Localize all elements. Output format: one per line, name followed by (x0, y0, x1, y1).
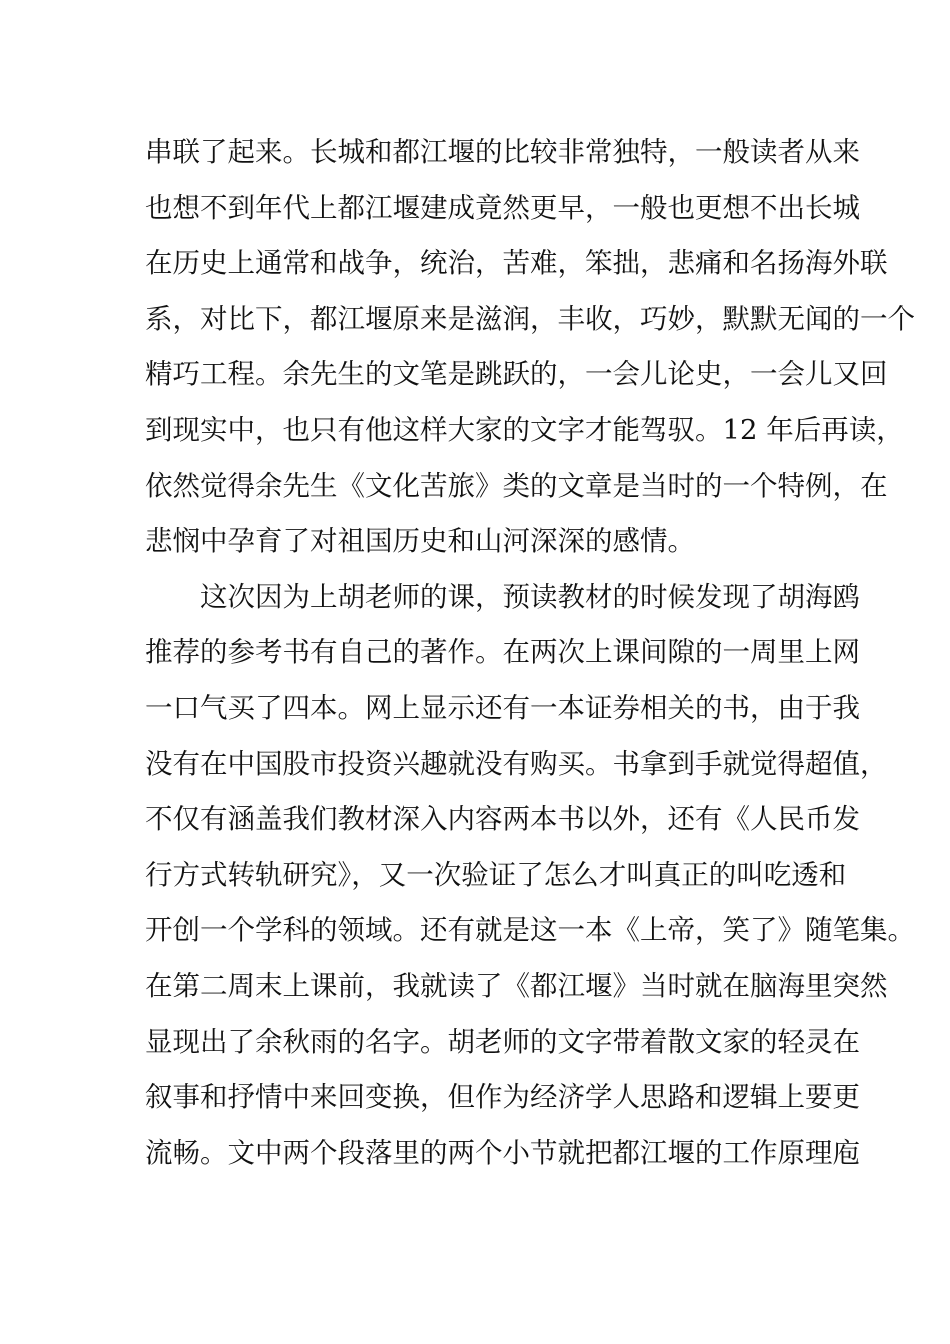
paragraph-2-line: 推荐的参考书有自己的著作。在两次上课间隙的一周里上网 (145, 636, 860, 669)
paragraph-1-line: 在历史上通常和战争，统治，苦难，笨拙，悲痛和名扬海外联 (145, 247, 888, 280)
paragraph-2-line: 在第二周末上课前，我就读了《都江堰》当时就在脑海里突然 (145, 969, 888, 1002)
paragraph-1-line: 依然觉得余先生《文化苦旅》类的文章是当时的一个特例，在 (145, 469, 888, 502)
paragraph-1-line: 串联了起来。长城和都江堰的比较非常独特，一般读者从来 (145, 136, 860, 168)
paragraph-1-line: 精巧工程。余先生的文笔是跳跃的，一会儿论史，一会儿又回 (145, 358, 888, 391)
paragraph-2-line: 这次因为上胡老师的课，预读教材的时候发现了胡海鸥 (200, 580, 860, 613)
paragraph-1-line: 系，对比下，都江堰原来是滋润，丰收，巧妙，默默无闻的一个 (145, 302, 915, 335)
paragraph-2-line: 行方式转轨研究》，又一次验证了怎么才叫真正的叫吃透和 (145, 858, 847, 891)
paragraph-2-line: 不仅有涵盖我们教材深入内容两本书以外，还有《人民币发 (145, 803, 860, 836)
paragraph-2-line: 流畅。文中两个段落里的两个小节就把都江堰的工作原理庖 (145, 1136, 860, 1169)
paragraph-2-line: 叙事和抒情中来回变换，但作为经济学人思路和逻辑上要更 (145, 1081, 860, 1114)
paragraph-2-line: 显现出了余秋雨的名字。胡老师的文字带着散文家的轻灵在 (145, 1025, 860, 1058)
paragraph-2-line: 一口气买了四本。网上显示还有一本证券相关的书，由于我 (145, 691, 860, 724)
paragraph-2-line: 没有在中国股市投资兴趣就没有购买。书拿到手就觉得超值， (145, 747, 888, 780)
paragraph-1-line: 悲悯中孕育了对祖国历史和山河深深的感情。 (145, 525, 695, 558)
paragraph-2-line: 开创一个学科的领域。还有就是这一本《上帝，笑了》随笔集。 (145, 914, 915, 947)
document-body (145, 128, 915, 1184)
paragraph-1-line: 到现实中，也只有他这样大家的文字才能驾驭。12 年后再读， (145, 413, 904, 446)
paragraph-1-line: 也想不到年代上都江堰建成竟然更早，一般也更想不出长城 (145, 191, 860, 224)
